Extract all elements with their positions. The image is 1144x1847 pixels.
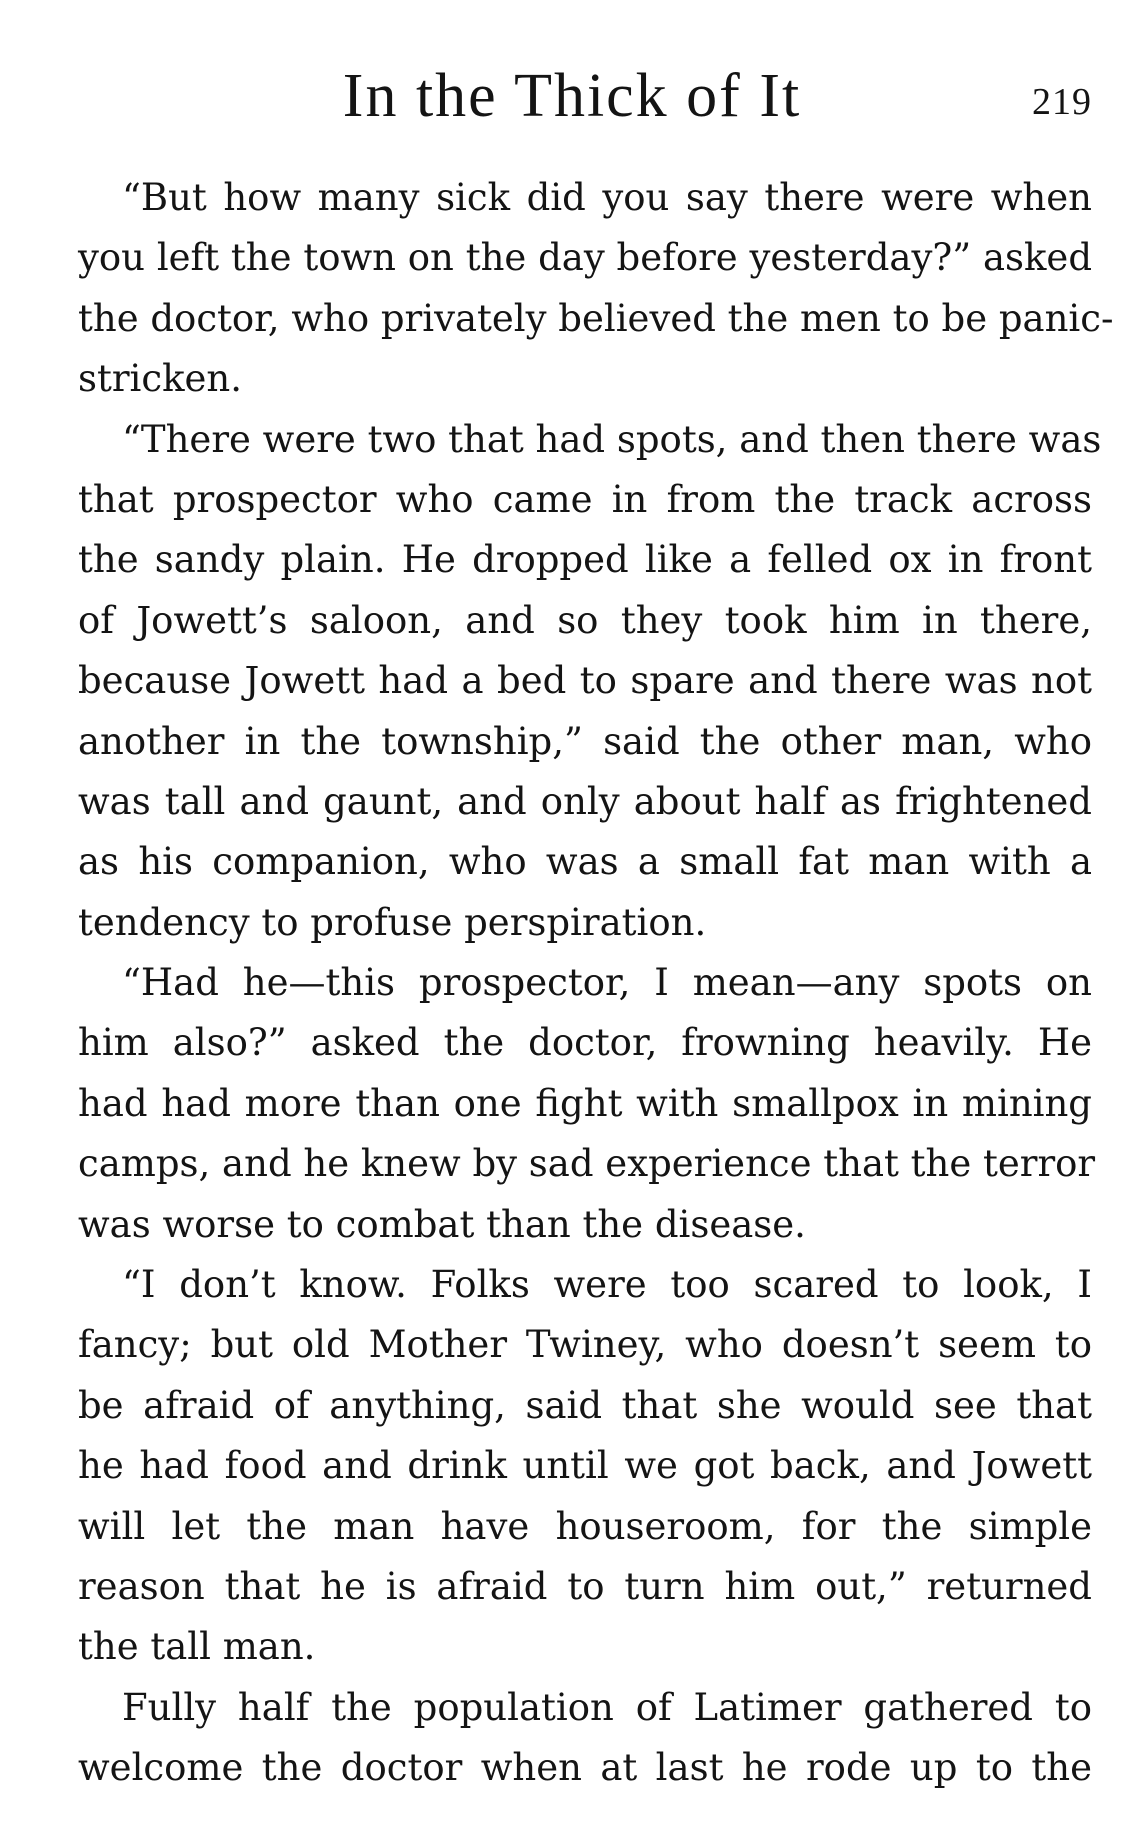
- text-line: he had food and drink until we got back, and Jowett: [78, 1444, 1092, 1488]
- text-line: “I don’t know. Folks were too scared to look, I: [122, 1263, 1092, 1307]
- text-line: tendency to profuse perspiration.: [78, 900, 707, 944]
- text-line: fancy; but old Mother Twiney, who doesn’t seem to: [78, 1323, 1092, 1367]
- text-line: as his companion, who was a small fat man with a: [78, 840, 1092, 884]
- text-line: was worse to combat than the disease.: [78, 1202, 806, 1246]
- text-line: was tall and gaunt, and only about half as frightened: [78, 779, 1092, 823]
- page-number: 219: [1032, 81, 1092, 123]
- text-line: the sandy plain. He dropped like a felled ox in front: [78, 538, 1092, 582]
- text-line: reason that he is afraid to turn him out,” returned: [78, 1564, 1092, 1608]
- text-line: “There were two that had spots, and then there was: [122, 417, 1102, 461]
- text-line: another in the township,” said the other man, who: [78, 719, 1092, 763]
- text-line: you left the town on the day before yesterday?” asked: [78, 236, 1092, 280]
- text-line: the tall man.: [78, 1625, 316, 1669]
- text-line: that prospector who came in from the track across: [78, 477, 1092, 521]
- text-line: because Jowett had a bed to spare and there was not: [78, 659, 1092, 703]
- text-line: be afraid of anything, said that she would see that: [78, 1383, 1092, 1427]
- text-line: the doctor, who privately believed the men to be panic-: [78, 296, 1114, 340]
- text-line: welcome the doctor when at last he rode up to the: [78, 1746, 1092, 1790]
- text-line: will let the man have houseroom, for the simple: [78, 1504, 1092, 1548]
- text-line: Fully half the population of Latimer gathered to: [122, 1685, 1092, 1729]
- text-line: “But how many sick did you say there were when: [122, 176, 1092, 219]
- text-line: had had more than one fight with smallpox in mining: [78, 1081, 1092, 1125]
- text-line: stricken.: [78, 357, 243, 401]
- running-title: In the Thick of It: [342, 62, 802, 130]
- body-text: [78, 168, 1114, 1799]
- text-line: “Had he—this prospector, I mean—any spots on: [122, 961, 1092, 1005]
- text-line: him also?” asked the doctor, frowning heavily. He: [78, 1021, 1092, 1065]
- text-line: camps, and he knew by sad experience that the terror: [78, 1142, 1096, 1186]
- text-line: of Jowett’s saloon, and so they took him in there,: [78, 598, 1092, 642]
